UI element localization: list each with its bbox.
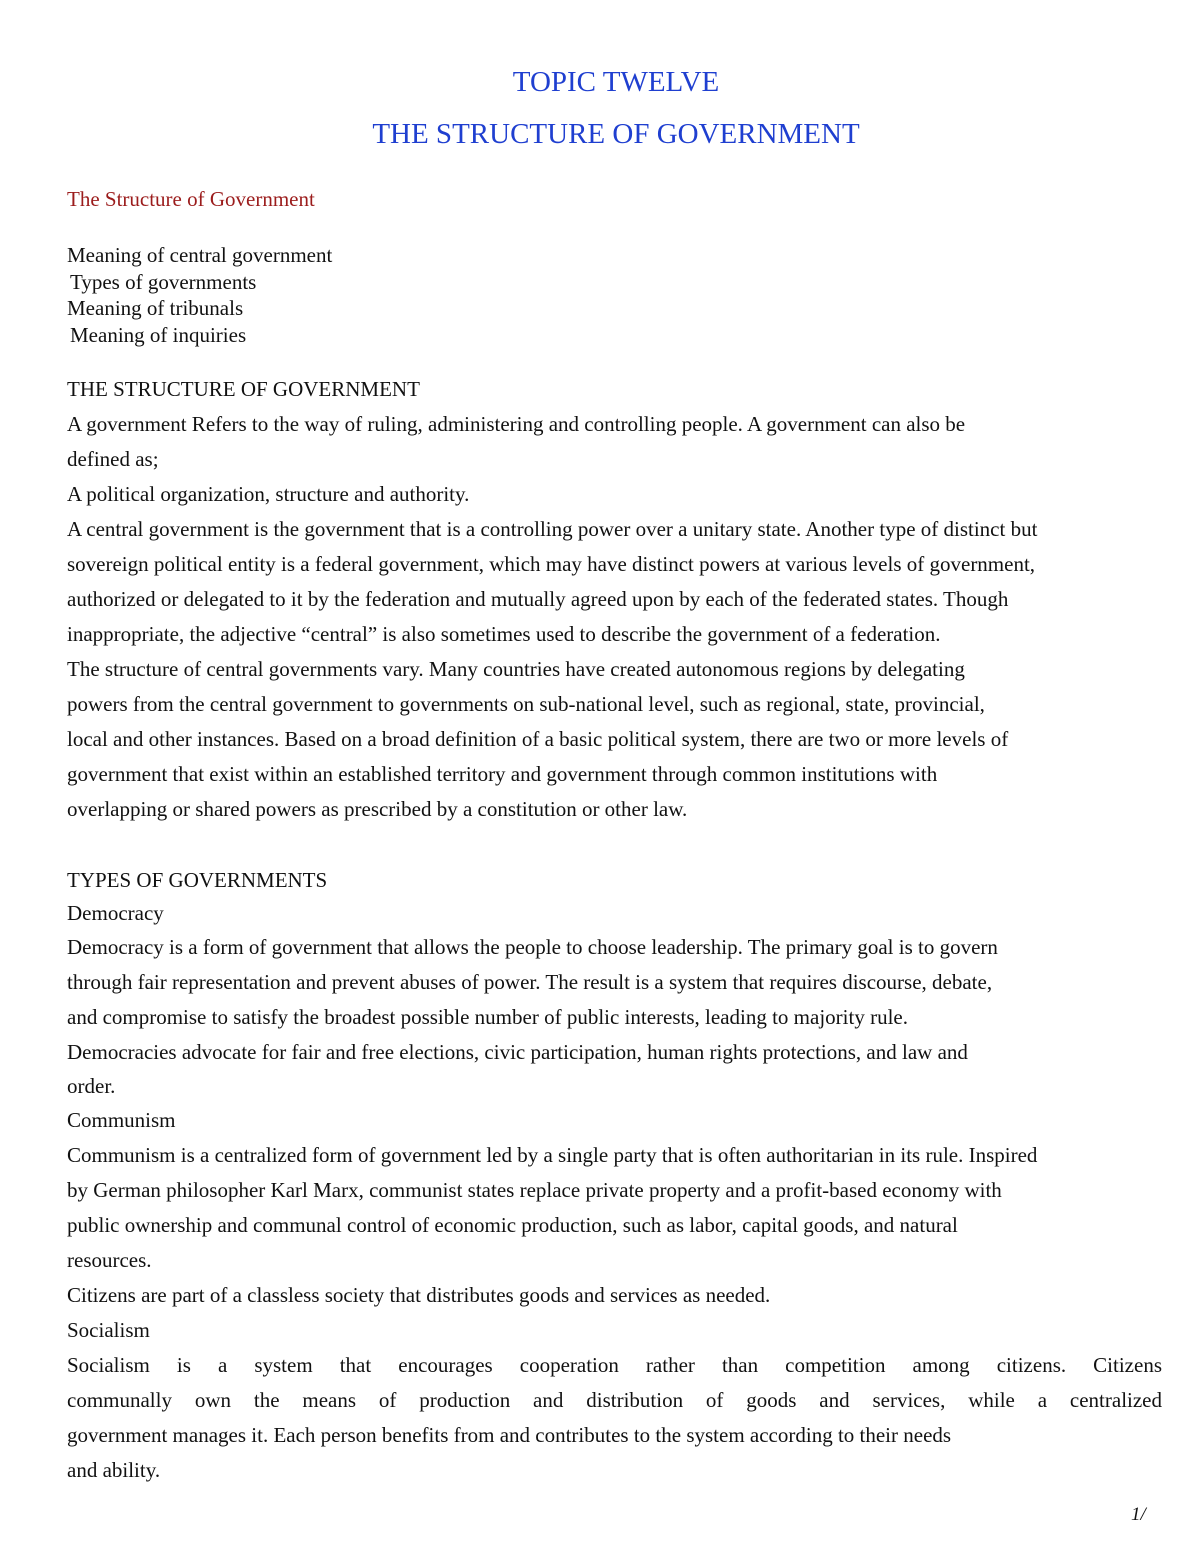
paragraph-line: resources. <box>67 1248 152 1272</box>
democracy-heading: Democracy <box>67 901 164 925</box>
structure-heading: THE STRUCTURE OF GOVERNMENT <box>67 377 420 401</box>
outline-item: Meaning of inquiries <box>70 322 247 347</box>
paragraph-line: Citizens are part of a classless society that distributes goods and services as needed. <box>67 1283 771 1307</box>
paragraph-line: defined as; <box>67 447 159 471</box>
topic-outline <box>67 242 332 348</box>
paragraph-line: through fair representation and prevent abuses of power. The result is a system that requires discourse, debate, <box>67 970 993 994</box>
paragraph-line: order. <box>67 1074 116 1098</box>
paragraph-line: overlapping or shared powers as prescribed by a constitution or other law. <box>67 797 688 821</box>
paragraph-line: A central government is the government that is a controlling power over a unitary state. Another type of distinct but <box>67 517 1038 541</box>
communism-heading: Communism <box>67 1108 176 1132</box>
paragraph-line: by German philosopher Karl Marx, communist states replace private property and a profit-based economy with <box>67 1178 1002 1202</box>
structure-section <box>67 372 1162 827</box>
types-section <box>67 864 1162 1488</box>
paragraph-line: and ability. <box>67 1458 161 1482</box>
paragraph-line: A political organization, structure and authority. <box>67 482 470 506</box>
paragraph-line: local and other instances. Based on a broad definition of a basic political system, there are two or more levels of <box>67 727 1009 751</box>
paragraph-line: and compromise to satisfy the broadest possible number of public interests, leading to majority rule. <box>67 1005 908 1029</box>
paragraph-line: government that exist within an established territory and government through common institutions with <box>67 762 938 786</box>
section-label: The Structure of Government <box>67 187 315 211</box>
paragraph-line: sovereign political entity is a federal government, which may have distinct powers at various levels of government, <box>67 552 1036 576</box>
topic-title: TOPIC TWELVE <box>512 66 720 98</box>
paragraph-line: Communism is a centralized form of government led by a single party that is often authoritarian in its rule. Inspired <box>67 1143 1038 1167</box>
paragraph-line: inappropriate, the adjective “central” is also sometimes used to describe the government of a federation. <box>67 622 941 646</box>
paragraph-line: Democracies advocate for fair and free elections, civic participation, human rights protections, and law and <box>67 1040 968 1064</box>
paragraph-line: The structure of central governments vary. Many countries have created autonomous regions by delegating <box>67 657 965 681</box>
paragraph-line: authorized or delegated to it by the federation and mutually agreed upon by each of the federated states. Though <box>67 587 1009 611</box>
page-number: 1/ <box>1131 1504 1146 1525</box>
outline-item: Meaning of tribunals <box>67 296 244 320</box>
paragraph-line: communally own the means of production and distribution of goods and services, while a centralized <box>67 1388 1162 1412</box>
paragraph-line: Democracy is a form of government that allows the people to choose leadership. The primary goal is to govern <box>67 935 998 959</box>
document-title: THE STRUCTURE OF GOVERNMENT <box>372 118 860 150</box>
paragraph-line: A government Refers to the way of ruling, administering and controlling people. A government can also be <box>67 412 966 436</box>
paragraph-line: government manages it. Each person benefits from and contributes to the system according to their needs <box>67 1423 952 1447</box>
socialism-heading: Socialism <box>67 1318 150 1342</box>
paragraph-line: Socialism is a system that encourages cooperation rather than competition among citizens. Citizens <box>67 1353 1162 1377</box>
outline-item: Types of governments <box>70 269 257 294</box>
paragraph-line: powers from the central government to governments on sub-national level, such as regional, state, provincial, <box>67 692 985 716</box>
paragraph-line: public ownership and communal control of economic production, such as labor, capital goods, and natural <box>67 1213 958 1237</box>
types-heading: TYPES OF GOVERNMENTS <box>67 868 328 892</box>
outline-item: Meaning of central government <box>67 243 333 267</box>
